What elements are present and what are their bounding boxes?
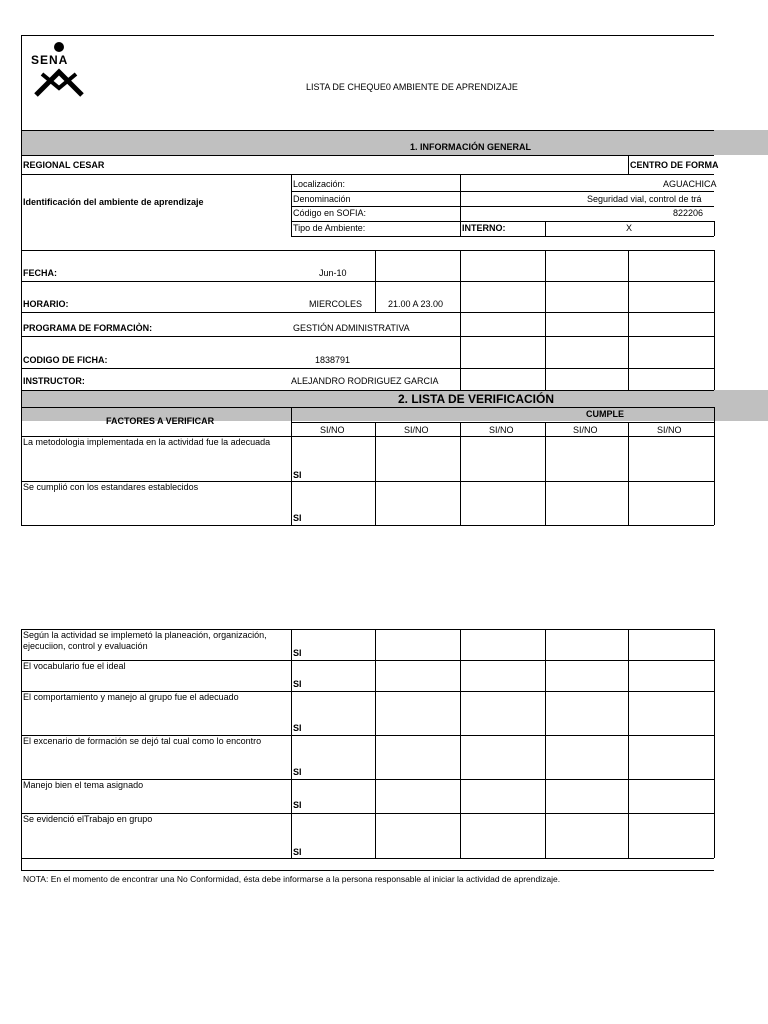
programa-value: GESTIÓN ADMINISTRATIVA — [293, 323, 410, 333]
page-title: LISTA DE CHEQUE0 AMBIENTE DE APRENDIZAJE — [306, 82, 518, 92]
checklist-answer: SI — [293, 648, 302, 658]
col-label-3: SI/NO — [489, 425, 514, 435]
checklist-answer: SI — [293, 847, 302, 857]
col-label-5: SI/NO — [657, 425, 682, 435]
factores-label: FACTORES A VERIFICAR — [106, 416, 215, 426]
localizacion-value: AGUACHICA — [663, 179, 717, 189]
denominacion-value: Seguridad vial, control de trá — [587, 194, 702, 204]
col-label-4: SI/NO — [573, 425, 598, 435]
programa-label: PROGRAMA DE FORMACIÒN: — [23, 323, 153, 333]
checklist-answer: SI — [293, 679, 302, 689]
horario-label: HORARIO: — [23, 299, 69, 309]
col-label-1: SI/NO — [320, 425, 345, 435]
ficha-value: 1838791 — [315, 355, 351, 365]
cumple-label: CUMPLE — [586, 409, 624, 419]
regional-label: REGIONAL CESAR — [23, 160, 105, 170]
checklist-item: Manejo bien el tema asignado — [23, 780, 144, 790]
ident-label: Identificación del ambiente de aprendizaje — [23, 197, 204, 207]
sena-logo — [28, 40, 90, 98]
codigo-label: Código en SOFIA: — [293, 208, 367, 218]
section1-title: 1. INFORMACIÓN GENERAL — [410, 142, 532, 152]
horario-time: 21.00 A 23.00 — [388, 299, 444, 309]
nota-text: NOTA: En el momento de encontrar una No Conformidad, ésta debe informarse a la persona responsable al iniciar la actividad de aprendizaje. — [23, 874, 561, 884]
checklist-answer: SI — [293, 513, 302, 523]
interno-label: INTERNO: — [462, 223, 506, 233]
checklist-item: El vocabulario fue el ideal — [23, 661, 126, 671]
ficha-label: CODIGO DE FICHA: — [23, 355, 108, 365]
checklist-item: El excenario de formación se dejó tal cual como lo encontro — [23, 736, 262, 746]
fecha-label: FECHA: — [23, 268, 57, 278]
instructor-label: INSTRUCTOR: — [23, 376, 85, 386]
instructor-value: ALEJANDRO RODRIGUEZ GARCIA — [291, 376, 439, 386]
logo-text: SENA — [31, 53, 69, 67]
denominacion-label: Denominación — [293, 194, 351, 204]
checklist-answer: SI — [293, 723, 302, 733]
section2-title: 2. LISTA DE VERIFICACIÓN — [398, 392, 555, 406]
checklist-answer: SI — [293, 470, 302, 480]
checklist-item: El comportamiento y manejo al grupo fue el adecuado — [23, 692, 239, 702]
tipo-label: Tipo de Ambiente: — [293, 223, 366, 233]
checklist-answer: SI — [293, 800, 302, 810]
checklist-item: Según la actividad se implemetó la planeación, organización, ejecuciion, control y evaluación — [23, 630, 267, 651]
horario-day: MIERCOLES — [309, 299, 363, 309]
localizacion-label: Localización: — [293, 179, 346, 189]
checklist-item: Se evidenció elTrabajo en grupo — [23, 814, 153, 824]
interno-value: X — [626, 223, 633, 233]
centro-label: CENTRO DE FORMA — [630, 160, 719, 170]
checklist-item: La metodologia implementada en la actividad fue la adecuada — [23, 437, 271, 447]
checklist-answer: SI — [293, 767, 302, 777]
codigo-value: 822206 — [673, 208, 704, 218]
checklist-item: Se cumplió con los estandares establecidos — [23, 482, 199, 492]
fecha-value: Jun-10 — [319, 268, 347, 278]
sena-logo-icon — [28, 40, 90, 98]
section1-band — [22, 130, 768, 155]
col-label-2: SI/NO — [404, 425, 429, 435]
